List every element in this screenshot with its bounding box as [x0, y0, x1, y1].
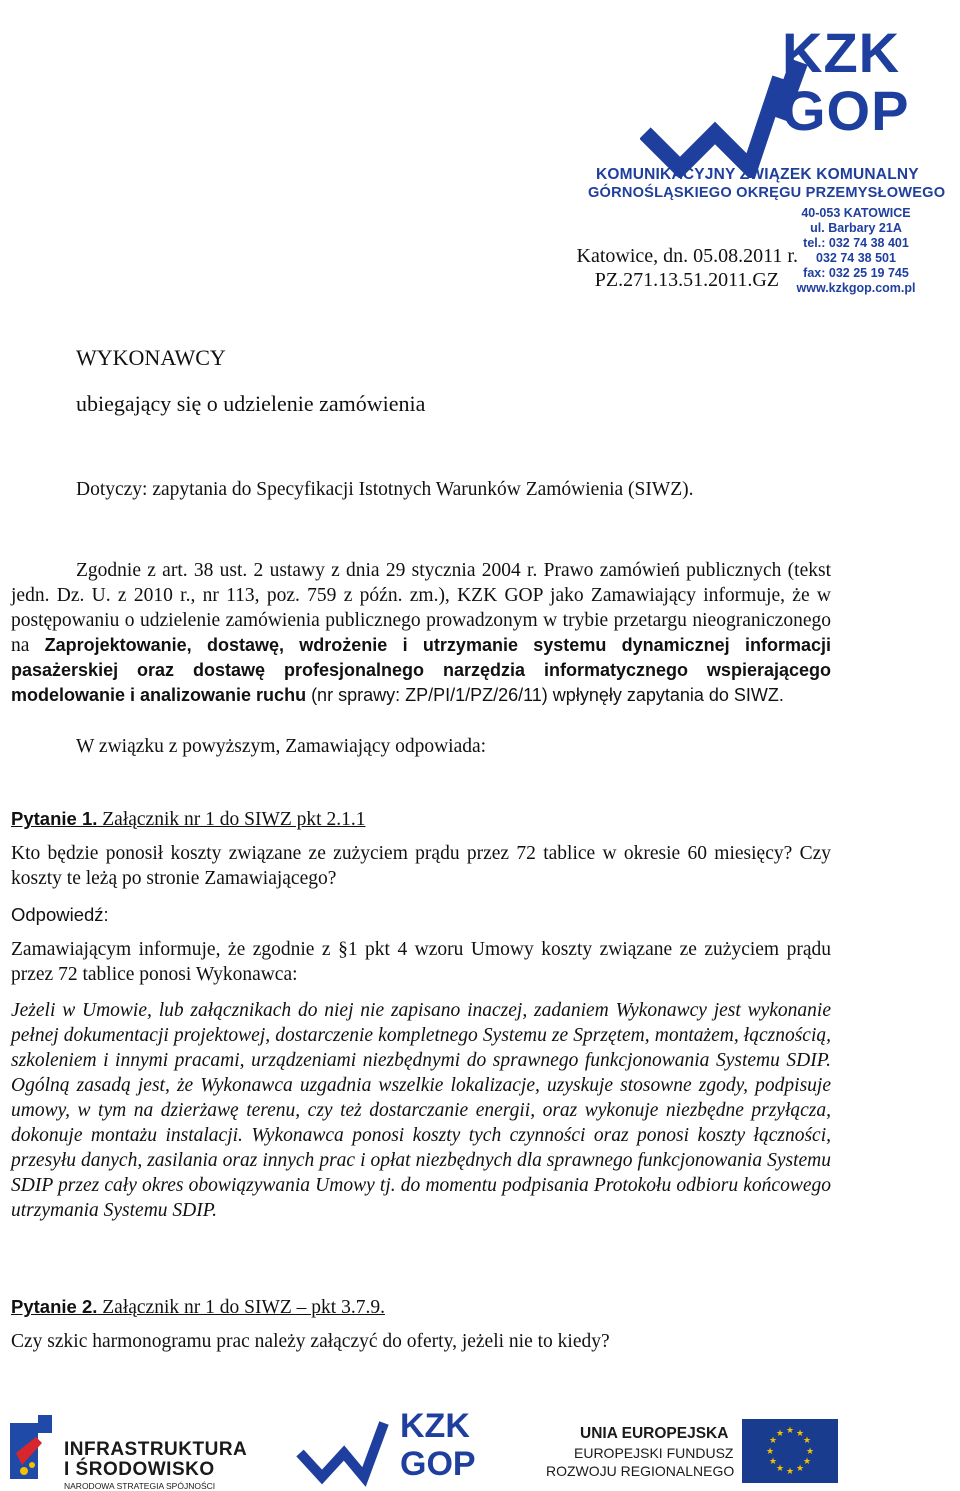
- contact-line: fax: 032 25 19 745: [803, 266, 909, 280]
- svg-text:★: ★: [775, 1464, 785, 1474]
- logo-text-kzk: KZK: [782, 21, 901, 84]
- contact-block: [792, 206, 920, 296]
- infrastruktura-line-2: I ŚRODOWISKO: [64, 1459, 215, 1480]
- subject-line: Dotyczy: zapytania do Specyfikacji Istotnych Warunków Zamówienia (SIWZ).: [76, 479, 694, 500]
- svg-text:★: ★: [795, 1429, 805, 1439]
- eu-line-3: ROZWOJU REGIONALNEGO: [546, 1463, 735, 1479]
- eu-logo: [540, 1413, 950, 1489]
- svg-text:★: ★: [785, 1426, 795, 1436]
- question-2-label: Pytanie 2.: [11, 1296, 98, 1317]
- question-2-text: Czy szkic harmonogramu prac należy załączyć do oferty, jeżeli nie to kiedy?: [11, 1331, 610, 1352]
- intro-response-line: W związku z powyższym, Zamawiający odpowiada:: [76, 736, 487, 757]
- contact-line: www.kzkgop.com.pl: [796, 281, 916, 295]
- question-1-header: [11, 806, 365, 832]
- eu-line-1: UNIA EUROPEJSKA: [580, 1425, 729, 1442]
- svg-text:★: ★: [805, 1447, 815, 1457]
- logo-text-gop: GOP: [782, 79, 910, 142]
- footer-gop-text: GOP: [400, 1445, 476, 1483]
- infrastruktura-line-3: NARODOWA STRATEGIA SPÓJNOŚCI: [64, 1481, 216, 1491]
- infrastruktura-emblem-icon: [8, 1413, 54, 1483]
- eu-flag-icon: [742, 1419, 838, 1483]
- infrastruktura-logo: [8, 1413, 248, 1491]
- intro-paragraph: [11, 558, 831, 708]
- footer-logos: [0, 1405, 960, 1489]
- kzk-gop-footer-mark-icon: [296, 1411, 406, 1487]
- contact-line: 032 74 38 501: [816, 251, 896, 265]
- intro-text-b: (nr sprawy: ZP/PI/1/PZ/26/11) wpłynęły zapytania do SIWZ.: [306, 685, 784, 705]
- answer-1-label: Odpowiedź:: [11, 904, 109, 925]
- svg-text:★: ★: [802, 1457, 812, 1467]
- footer-kzk-gop-logo: [296, 1407, 496, 1487]
- svg-text:★: ★: [795, 1464, 805, 1474]
- question-1-ref: Załącznik nr 1 do SIWZ pkt 2.1.1: [97, 809, 366, 830]
- question-2-header: [11, 1294, 385, 1320]
- intro-subject-bold: Zaprojektowanie, dostawę, wdrożenie i utrzymanie systemu dynamicznej informacji pasażerskiej oraz dostawę profesjonalnego narzędzia informatycznego wspierającego modelowanie i analizowanie ruchu: [11, 635, 832, 705]
- svg-text:★: ★: [802, 1436, 812, 1446]
- org-name-line-2: GÓRNOŚLĄSKIEGO OKRĘGU PRZEMYSŁOWEGO: [588, 185, 946, 201]
- org-name-line-1: KOMUNIKACYJNY ZWIĄZEK KOMUNALNY: [596, 166, 919, 183]
- svg-text:★: ★: [765, 1447, 775, 1457]
- svg-text:★: ★: [768, 1457, 778, 1467]
- reference-number: PZ.271.13.51.2011.GZ: [594, 269, 779, 291]
- place-date: Katowice, dn. 05.08.2011 r.: [576, 245, 798, 267]
- svg-text:★: ★: [785, 1467, 795, 1477]
- svg-text:★: ★: [768, 1436, 778, 1446]
- question-2-ref: Załącznik nr 1 do SIWZ – pkt 3.7.9.: [97, 1297, 385, 1318]
- answer-1-text: Zamawiającym informuje, że zgodnie z §1 pkt 4 wzoru Umowy koszty związane ze zużyciem prądu przez 72 tablice ponosi Wykonawca:: [11, 939, 831, 985]
- svg-text:★: ★: [775, 1429, 785, 1439]
- contact-line: tel.: 032 74 38 401: [803, 236, 909, 250]
- addressee-line-2: ubiegający się o udzielenie zamówienia: [76, 391, 426, 416]
- footer-kzk-text: KZK: [400, 1407, 470, 1445]
- question-1-text: Kto będzie ponosił koszty związane ze zużyciem prądu przez 72 tablice w okresie 60 miesięcy? Czy koszty te leżą po stronie Zamawiającego?: [11, 843, 831, 889]
- intro-text-a: Zgodnie z art. 38 ust. 2 ustawy z dnia 29 stycznia 2004 r. Prawo zamówień publicznych (tekst jedn. Dz. U. z 2010 r., nr 113, poz. 759 z późn. zm.), KZK GOP jako Zamawiający informuje, że w postępowaniu o udzielenie zamówienia publicznego prowadzonym w trybie przetargu nieograniczonego na: [11, 560, 831, 656]
- contact-line: 40-053 KATOWICE: [801, 206, 911, 220]
- question-1-label: Pytanie 1.: [11, 808, 98, 829]
- answer-1-quote: Jeżeli w Umowie, lub załącznikach do niej nie zapisano inaczej, zadaniem Wykonawcy jest wykonanie pełnej dokumentacji projektowej, dostarczenie kompletnego Systemu ze Sprzętem, montażem, łącznością, szkoleniem i innymi pracami, urządzeniami niezbędnymi do sprawnego funkcjonowania Systemu SDIP. Ogólną zasadą jest, że Wykonawca uzgadnia wszelkie lokalizacje, uzyskuje stosowne zgody, podpisuje umowy, w tym na dzierżawę terenu, czy też dostarczanie energii, oraz wykonuje niezbędne przyłącza, dokonuje montażu instalacji. Wykonawca ponosi koszty tych czynności oraz ponosi koszty łączności, przesyłu danych, zasilania oraz innych prac i opłat niezbędnych dla sprawnego funkcjonowania Systemu SDIP przez cały okres obowiązywania Umowy tj. do momentu podpisania Protokołu odbioru końcowego utrzymania Systemu SDIP.: [11, 1000, 831, 1221]
- contact-line: ul. Barbary 21A: [810, 221, 902, 235]
- addressee-line-1: WYKONAWCY: [76, 345, 226, 370]
- eu-line-2: EUROPEJSKI FUNDUSZ: [574, 1445, 734, 1461]
- infrastruktura-line-1: INFRASTRUKTURA: [64, 1439, 248, 1460]
